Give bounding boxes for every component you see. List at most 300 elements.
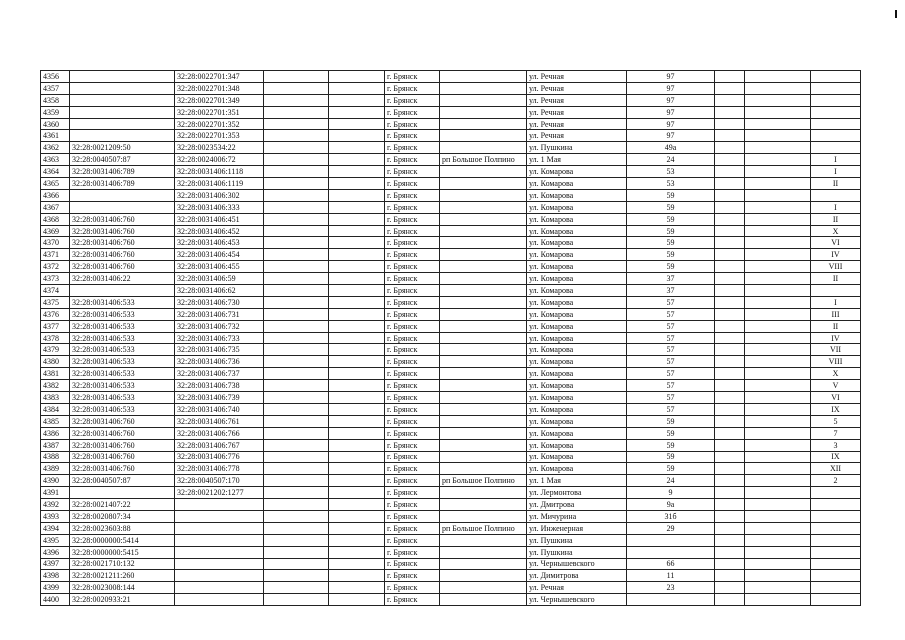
empty-col-10-cell bbox=[715, 344, 745, 356]
empty-col-10-cell bbox=[715, 582, 745, 594]
cadastral-table bbox=[40, 70, 861, 606]
empty-col-4-cell bbox=[264, 166, 329, 178]
empty-col-11-cell bbox=[745, 427, 811, 439]
parcel-cadastral-number-cell: 32:28:0031406:760 bbox=[70, 439, 175, 451]
parcel-cadastral-number-cell: 32:28:0031406:789 bbox=[70, 166, 175, 178]
table-row bbox=[41, 499, 861, 511]
empty-col-10-cell bbox=[715, 142, 745, 154]
part-number-cell: 3 bbox=[811, 439, 861, 451]
table-row bbox=[41, 570, 861, 582]
object-cadastral-number-cell: 32:28:0031406:778 bbox=[175, 463, 264, 475]
part-number-cell: III bbox=[811, 308, 861, 320]
settlement-cell bbox=[440, 118, 527, 130]
table-row bbox=[41, 582, 861, 594]
parcel-cadastral-number-cell: 32:28:0020933:21 bbox=[70, 594, 175, 606]
street-cell: ул. Комарова bbox=[527, 189, 627, 201]
table-row bbox=[41, 415, 861, 427]
page-edge-mark bbox=[895, 10, 897, 18]
empty-col-4-cell bbox=[264, 475, 329, 487]
house-number-cell: 53 bbox=[627, 178, 715, 190]
empty-col-10-cell bbox=[715, 189, 745, 201]
part-number-cell: IX bbox=[811, 403, 861, 415]
settlement-cell: рп Большое Полпино bbox=[440, 522, 527, 534]
table-row bbox=[41, 213, 861, 225]
street-cell: ул. Речная bbox=[527, 71, 627, 83]
settlement-cell bbox=[440, 308, 527, 320]
house-number-cell: 97 bbox=[627, 94, 715, 106]
parcel-cadastral-number-cell: 32:28:0040507:87 bbox=[70, 154, 175, 166]
parcel-cadastral-number-cell: 32:28:0020807:34 bbox=[70, 510, 175, 522]
street-cell: ул. Комарова bbox=[527, 273, 627, 285]
settlement-cell bbox=[440, 463, 527, 475]
empty-col-4-cell bbox=[264, 582, 329, 594]
table-row bbox=[41, 308, 861, 320]
settlement-cell bbox=[440, 392, 527, 404]
row-number-cell: 4399 bbox=[41, 582, 70, 594]
object-cadastral-number-cell bbox=[175, 594, 264, 606]
empty-col-11-cell bbox=[745, 249, 811, 261]
street-cell: ул. Речная bbox=[527, 106, 627, 118]
empty-col-4-cell bbox=[264, 130, 329, 142]
empty-col-5-cell bbox=[329, 94, 385, 106]
parcel-cadastral-number-cell: 32:28:0031406:760 bbox=[70, 427, 175, 439]
empty-col-5-cell bbox=[329, 534, 385, 546]
city-cell: г. Брянск bbox=[385, 273, 440, 285]
part-number-cell bbox=[811, 499, 861, 511]
house-number-cell: 57 bbox=[627, 403, 715, 415]
settlement-cell bbox=[440, 582, 527, 594]
parcel-cadastral-number-cell: 32:28:0031406:760 bbox=[70, 463, 175, 475]
house-number-cell: 59 bbox=[627, 249, 715, 261]
city-cell: г. Брянск bbox=[385, 237, 440, 249]
empty-col-4-cell bbox=[264, 534, 329, 546]
part-number-cell bbox=[811, 546, 861, 558]
city-cell: г. Брянск bbox=[385, 510, 440, 522]
house-number-cell bbox=[627, 594, 715, 606]
empty-col-4-cell bbox=[264, 403, 329, 415]
table-row bbox=[41, 392, 861, 404]
empty-col-11-cell bbox=[745, 273, 811, 285]
city-cell: г. Брянск bbox=[385, 296, 440, 308]
empty-col-11-cell bbox=[745, 499, 811, 511]
row-number-cell: 4388 bbox=[41, 451, 70, 463]
empty-col-11-cell bbox=[745, 71, 811, 83]
empty-col-5-cell bbox=[329, 332, 385, 344]
street-cell: ул. Комарова bbox=[527, 427, 627, 439]
house-number-cell: 29 bbox=[627, 522, 715, 534]
part-number-cell: I bbox=[811, 296, 861, 308]
empty-col-10-cell bbox=[715, 570, 745, 582]
object-cadastral-number-cell bbox=[175, 570, 264, 582]
city-cell: г. Брянск bbox=[385, 308, 440, 320]
object-cadastral-number-cell bbox=[175, 546, 264, 558]
part-number-cell: I bbox=[811, 201, 861, 213]
table-row bbox=[41, 94, 861, 106]
house-number-cell: 57 bbox=[627, 332, 715, 344]
table-row bbox=[41, 154, 861, 166]
house-number-cell: 59 bbox=[627, 213, 715, 225]
empty-col-5-cell bbox=[329, 487, 385, 499]
empty-col-4-cell bbox=[264, 142, 329, 154]
empty-col-4-cell bbox=[264, 71, 329, 83]
city-cell: г. Брянск bbox=[385, 439, 440, 451]
settlement-cell bbox=[440, 594, 527, 606]
empty-col-11-cell bbox=[745, 130, 811, 142]
part-number-cell bbox=[811, 189, 861, 201]
empty-col-4-cell bbox=[264, 273, 329, 285]
empty-col-4-cell bbox=[264, 201, 329, 213]
empty-col-4-cell bbox=[264, 296, 329, 308]
parcel-cadastral-number-cell bbox=[70, 106, 175, 118]
empty-col-5-cell bbox=[329, 522, 385, 534]
settlement-cell bbox=[440, 213, 527, 225]
street-cell: ул. Комарова bbox=[527, 344, 627, 356]
parcel-cadastral-number-cell: 32:28:0031406:533 bbox=[70, 332, 175, 344]
empty-col-11-cell bbox=[745, 285, 811, 297]
city-cell: г. Брянск bbox=[385, 392, 440, 404]
street-cell: ул. Комарова bbox=[527, 225, 627, 237]
row-number-cell: 4391 bbox=[41, 487, 70, 499]
empty-col-5-cell bbox=[329, 320, 385, 332]
empty-col-4-cell bbox=[264, 380, 329, 392]
part-number-cell: X bbox=[811, 225, 861, 237]
part-number-cell bbox=[811, 130, 861, 142]
empty-col-11-cell bbox=[745, 178, 811, 190]
city-cell: г. Брянск bbox=[385, 178, 440, 190]
parcel-cadastral-number-cell bbox=[70, 487, 175, 499]
empty-col-4-cell bbox=[264, 320, 329, 332]
city-cell: г. Брянск bbox=[385, 213, 440, 225]
empty-col-10-cell bbox=[715, 510, 745, 522]
empty-col-11-cell bbox=[745, 451, 811, 463]
street-cell: ул. Лермонтова bbox=[527, 487, 627, 499]
empty-col-10-cell bbox=[715, 380, 745, 392]
part-number-cell: VI bbox=[811, 237, 861, 249]
house-number-cell: 57 bbox=[627, 296, 715, 308]
row-number-cell: 4374 bbox=[41, 285, 70, 297]
city-cell: г. Брянск bbox=[385, 285, 440, 297]
empty-col-10-cell bbox=[715, 403, 745, 415]
street-cell: ул. Комарова bbox=[527, 308, 627, 320]
table-row bbox=[41, 285, 861, 297]
object-cadastral-number-cell bbox=[175, 510, 264, 522]
table-row bbox=[41, 487, 861, 499]
house-number-cell: 37 bbox=[627, 273, 715, 285]
part-number-cell bbox=[811, 582, 861, 594]
house-number-cell: 57 bbox=[627, 308, 715, 320]
object-cadastral-number-cell: 32:28:0031406:739 bbox=[175, 392, 264, 404]
object-cadastral-number-cell bbox=[175, 558, 264, 570]
parcel-cadastral-number-cell bbox=[70, 285, 175, 297]
object-cadastral-number-cell: 32:28:0031406:736 bbox=[175, 356, 264, 368]
settlement-cell bbox=[440, 380, 527, 392]
empty-col-5-cell bbox=[329, 427, 385, 439]
row-number-cell: 4368 bbox=[41, 213, 70, 225]
table-row bbox=[41, 439, 861, 451]
object-cadastral-number-cell: 32:28:0031406:1119 bbox=[175, 178, 264, 190]
empty-col-4-cell bbox=[264, 189, 329, 201]
parcel-cadastral-number-cell: 32:28:0031406:760 bbox=[70, 415, 175, 427]
settlement-cell bbox=[440, 439, 527, 451]
empty-col-5-cell bbox=[329, 546, 385, 558]
empty-col-11-cell bbox=[745, 82, 811, 94]
house-number-cell: 31б bbox=[627, 510, 715, 522]
house-number-cell: 59 bbox=[627, 237, 715, 249]
row-number-cell: 4369 bbox=[41, 225, 70, 237]
part-number-cell bbox=[811, 285, 861, 297]
street-cell: ул. Комарова bbox=[527, 463, 627, 475]
object-cadastral-number-cell: 32:28:0031406:59 bbox=[175, 273, 264, 285]
empty-col-11-cell bbox=[745, 558, 811, 570]
part-number-cell: I bbox=[811, 154, 861, 166]
empty-col-10-cell bbox=[715, 475, 745, 487]
city-cell: г. Брянск bbox=[385, 320, 440, 332]
settlement-cell bbox=[440, 332, 527, 344]
empty-col-11-cell bbox=[745, 356, 811, 368]
empty-col-5-cell bbox=[329, 582, 385, 594]
empty-col-11-cell bbox=[745, 582, 811, 594]
empty-col-4-cell bbox=[264, 558, 329, 570]
settlement-cell bbox=[440, 356, 527, 368]
empty-col-11-cell bbox=[745, 392, 811, 404]
empty-col-5-cell bbox=[329, 403, 385, 415]
empty-col-10-cell bbox=[715, 166, 745, 178]
empty-col-10-cell bbox=[715, 213, 745, 225]
parcel-cadastral-number-cell: 32:28:0023603:88 bbox=[70, 522, 175, 534]
street-cell: ул. Речная bbox=[527, 94, 627, 106]
street-cell: ул. Комарова bbox=[527, 368, 627, 380]
empty-col-10-cell bbox=[715, 261, 745, 273]
empty-col-11-cell bbox=[745, 522, 811, 534]
house-number-cell: 57 bbox=[627, 392, 715, 404]
street-cell: ул. Комарова bbox=[527, 296, 627, 308]
settlement-cell bbox=[440, 320, 527, 332]
city-cell: г. Брянск bbox=[385, 82, 440, 94]
empty-col-5-cell bbox=[329, 118, 385, 130]
settlement-cell bbox=[440, 510, 527, 522]
city-cell: г. Брянск bbox=[385, 570, 440, 582]
part-number-cell bbox=[811, 534, 861, 546]
part-number-cell bbox=[811, 570, 861, 582]
house-number-cell: 97 bbox=[627, 106, 715, 118]
empty-col-10-cell bbox=[715, 356, 745, 368]
row-number-cell: 4381 bbox=[41, 368, 70, 380]
street-cell: ул. Речная bbox=[527, 130, 627, 142]
table-row bbox=[41, 71, 861, 83]
empty-col-5-cell bbox=[329, 106, 385, 118]
empty-col-4-cell bbox=[264, 451, 329, 463]
empty-col-10-cell bbox=[715, 332, 745, 344]
house-number-cell: 59 bbox=[627, 415, 715, 427]
empty-col-10-cell bbox=[715, 130, 745, 142]
parcel-cadastral-number-cell bbox=[70, 71, 175, 83]
empty-col-5-cell bbox=[329, 558, 385, 570]
row-number-cell: 4395 bbox=[41, 534, 70, 546]
row-number-cell: 4363 bbox=[41, 154, 70, 166]
empty-col-10-cell bbox=[715, 594, 745, 606]
parcel-cadastral-number-cell bbox=[70, 118, 175, 130]
empty-col-11-cell bbox=[745, 166, 811, 178]
object-cadastral-number-cell: 32:28:0031406:453 bbox=[175, 237, 264, 249]
parcel-cadastral-number-cell: 32:28:0031406:760 bbox=[70, 249, 175, 261]
house-number-cell: 24 bbox=[627, 154, 715, 166]
house-number-cell: 24 bbox=[627, 475, 715, 487]
row-number-cell: 4385 bbox=[41, 415, 70, 427]
object-cadastral-number-cell: 32:28:0022701:352 bbox=[175, 118, 264, 130]
empty-col-4-cell bbox=[264, 225, 329, 237]
row-number-cell: 4373 bbox=[41, 273, 70, 285]
street-cell: ул. Пушкина bbox=[527, 546, 627, 558]
row-number-cell: 4365 bbox=[41, 178, 70, 190]
house-number-cell: 37 bbox=[627, 285, 715, 297]
empty-col-5-cell bbox=[329, 285, 385, 297]
part-number-cell: XII bbox=[811, 463, 861, 475]
empty-col-4-cell bbox=[264, 510, 329, 522]
street-cell: ул. Комарова bbox=[527, 285, 627, 297]
object-cadastral-number-cell: 32:28:0021202:1277 bbox=[175, 487, 264, 499]
object-cadastral-number-cell: 32:28:0031406:737 bbox=[175, 368, 264, 380]
city-cell: г. Брянск bbox=[385, 451, 440, 463]
city-cell: г. Брянск bbox=[385, 106, 440, 118]
empty-col-4-cell bbox=[264, 463, 329, 475]
empty-col-5-cell bbox=[329, 356, 385, 368]
empty-col-10-cell bbox=[715, 320, 745, 332]
part-number-cell: X bbox=[811, 368, 861, 380]
city-cell: г. Брянск bbox=[385, 534, 440, 546]
empty-col-10-cell bbox=[715, 392, 745, 404]
street-cell: ул. Комарова bbox=[527, 178, 627, 190]
empty-col-5-cell bbox=[329, 261, 385, 273]
empty-col-10-cell bbox=[715, 463, 745, 475]
street-cell: ул. Комарова bbox=[527, 249, 627, 261]
settlement-cell bbox=[440, 296, 527, 308]
city-cell: г. Брянск bbox=[385, 368, 440, 380]
table-row bbox=[41, 249, 861, 261]
row-number-cell: 4379 bbox=[41, 344, 70, 356]
street-cell: ул. Комарова bbox=[527, 356, 627, 368]
object-cadastral-number-cell: 32:28:0031406:1118 bbox=[175, 166, 264, 178]
parcel-cadastral-number-cell: 32:28:0021211:260 bbox=[70, 570, 175, 582]
empty-col-4-cell bbox=[264, 570, 329, 582]
empty-col-4-cell bbox=[264, 237, 329, 249]
empty-col-11-cell bbox=[745, 225, 811, 237]
table-row bbox=[41, 510, 861, 522]
parcel-cadastral-number-cell: 32:28:0000000:5414 bbox=[70, 534, 175, 546]
part-number-cell: 2 bbox=[811, 475, 861, 487]
empty-col-10-cell bbox=[715, 427, 745, 439]
empty-col-10-cell bbox=[715, 285, 745, 297]
settlement-cell bbox=[440, 368, 527, 380]
city-cell: г. Брянск bbox=[385, 475, 440, 487]
empty-col-10-cell bbox=[715, 94, 745, 106]
house-number-cell: 97 bbox=[627, 118, 715, 130]
table-row bbox=[41, 118, 861, 130]
empty-col-11-cell bbox=[745, 368, 811, 380]
row-number-cell: 4390 bbox=[41, 475, 70, 487]
city-cell: г. Брянск bbox=[385, 94, 440, 106]
object-cadastral-number-cell: 32:28:0031406:455 bbox=[175, 261, 264, 273]
empty-col-11-cell bbox=[745, 201, 811, 213]
empty-col-11-cell bbox=[745, 320, 811, 332]
empty-col-10-cell bbox=[715, 82, 745, 94]
settlement-cell bbox=[440, 261, 527, 273]
parcel-cadastral-number-cell bbox=[70, 189, 175, 201]
house-number-cell: 57 bbox=[627, 356, 715, 368]
part-number-cell: 7 bbox=[811, 427, 861, 439]
empty-col-11-cell bbox=[745, 237, 811, 249]
street-cell: ул. Речная bbox=[527, 582, 627, 594]
empty-col-4-cell bbox=[264, 356, 329, 368]
parcel-cadastral-number-cell: 32:28:0031406:533 bbox=[70, 356, 175, 368]
empty-col-11-cell bbox=[745, 380, 811, 392]
empty-col-4-cell bbox=[264, 415, 329, 427]
empty-col-5-cell bbox=[329, 201, 385, 213]
row-number-cell: 4372 bbox=[41, 261, 70, 273]
empty-col-4-cell bbox=[264, 118, 329, 130]
street-cell: ул. Мичурина bbox=[527, 510, 627, 522]
row-number-cell: 4376 bbox=[41, 308, 70, 320]
settlement-cell: рп Большое Полпино bbox=[440, 154, 527, 166]
empty-col-4-cell bbox=[264, 154, 329, 166]
table-row bbox=[41, 475, 861, 487]
parcel-cadastral-number-cell: 32:28:0031406:760 bbox=[70, 237, 175, 249]
empty-col-10-cell bbox=[715, 118, 745, 130]
city-cell: г. Брянск bbox=[385, 201, 440, 213]
row-number-cell: 4387 bbox=[41, 439, 70, 451]
empty-col-5-cell bbox=[329, 451, 385, 463]
street-cell: ул. Речная bbox=[527, 118, 627, 130]
street-cell: ул. Комарова bbox=[527, 320, 627, 332]
settlement-cell bbox=[440, 558, 527, 570]
empty-col-11-cell bbox=[745, 487, 811, 499]
street-cell: ул. Комарова bbox=[527, 332, 627, 344]
settlement-cell bbox=[440, 427, 527, 439]
settlement-cell bbox=[440, 82, 527, 94]
empty-col-10-cell bbox=[715, 451, 745, 463]
empty-col-5-cell bbox=[329, 463, 385, 475]
row-number-cell: 4359 bbox=[41, 106, 70, 118]
row-number-cell: 4358 bbox=[41, 94, 70, 106]
object-cadastral-number-cell: 32:28:0031406:454 bbox=[175, 249, 264, 261]
object-cadastral-number-cell: 32:28:0022701:351 bbox=[175, 106, 264, 118]
settlement-cell bbox=[440, 451, 527, 463]
empty-col-4-cell bbox=[264, 522, 329, 534]
row-number-cell: 4364 bbox=[41, 166, 70, 178]
empty-col-5-cell bbox=[329, 392, 385, 404]
object-cadastral-number-cell bbox=[175, 522, 264, 534]
empty-col-11-cell bbox=[745, 475, 811, 487]
house-number-cell: 9 bbox=[627, 487, 715, 499]
object-cadastral-number-cell: 32:28:0031406:62 bbox=[175, 285, 264, 297]
city-cell: г. Брянск bbox=[385, 558, 440, 570]
house-number-cell: 23 bbox=[627, 582, 715, 594]
street-cell: ул. 1 Мая bbox=[527, 154, 627, 166]
street-cell: ул. Пушкина bbox=[527, 142, 627, 154]
empty-col-11-cell bbox=[745, 594, 811, 606]
row-number-cell: 4393 bbox=[41, 510, 70, 522]
parcel-cadastral-number-cell: 32:28:0031406:533 bbox=[70, 392, 175, 404]
row-number-cell: 4357 bbox=[41, 82, 70, 94]
table-body bbox=[41, 71, 861, 606]
parcel-cadastral-number-cell bbox=[70, 94, 175, 106]
parcel-cadastral-number-cell: 32:28:0031406:22 bbox=[70, 273, 175, 285]
city-cell: г. Брянск bbox=[385, 403, 440, 415]
table-row bbox=[41, 368, 861, 380]
object-cadastral-number-cell: 32:28:0022701:353 bbox=[175, 130, 264, 142]
house-number-cell: 57 bbox=[627, 368, 715, 380]
city-cell: г. Брянск bbox=[385, 249, 440, 261]
part-number-cell: II bbox=[811, 178, 861, 190]
